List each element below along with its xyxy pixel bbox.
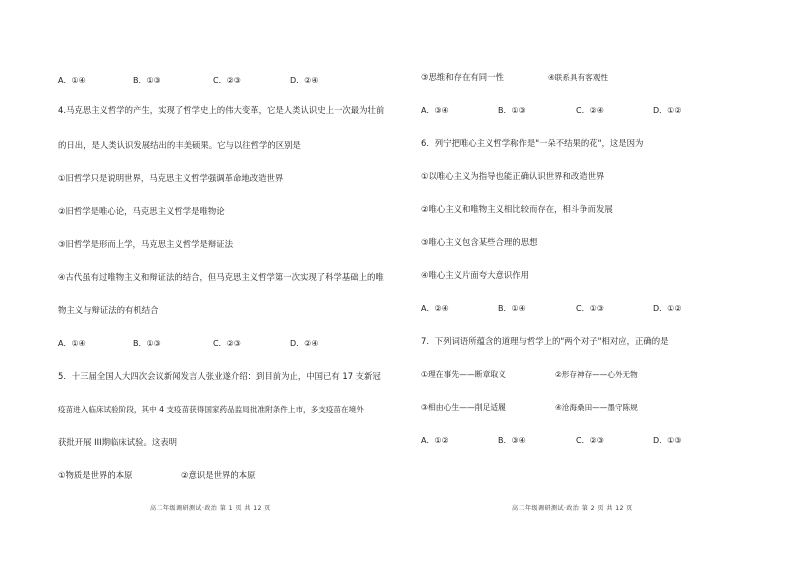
q5-option-b: B．①③	[498, 106, 526, 115]
q6-item-2: ②唯心主义和唯物主义相比较而存在，相斗争而发展	[421, 204, 613, 214]
q4-option-d: D．②④	[290, 339, 319, 348]
q5-option-c: C．②④	[576, 106, 604, 115]
q6-item-1: ①以唯心主义为指导也能正确认识世界和改造世界	[421, 171, 605, 181]
q7-option-d: D．①③	[653, 436, 682, 445]
q6-option-d: D．①②	[653, 304, 682, 313]
q7-item-3: ③相由心生——削足适履	[421, 403, 506, 412]
q6-option-c: C．①③	[576, 304, 604, 313]
q3-option-a: A．①④	[58, 76, 86, 85]
q5-item-3: ③思维和存在有同一性	[421, 72, 504, 82]
q5-stem-line-2: 疫苗进入临床试验阶段，其中 4 支疫苗获得国家药品监局批准附条件上市，多支疫苗在境外	[58, 405, 364, 414]
q6-item-4: ④唯心主义片面夸大意识作用	[421, 270, 530, 280]
q7-option-b: B．③④	[498, 436, 526, 445]
q4-item-4-cont: 物主义与辩证法的有机结合	[58, 305, 159, 315]
q3-option-b: B．①③	[133, 76, 161, 85]
q5-item-4: ④联系具有客观性	[548, 73, 608, 82]
q5-item-2: ②意识是世界的本原	[181, 470, 256, 480]
left-page-footer: 高二年级调研测试·政治 第 1 页 共 12 页	[150, 505, 271, 512]
q4-stem-line-2: 的日出，是人类认识发展结出的丰美硕果。它与以往哲学的区别是	[58, 140, 301, 150]
q4-option-b: B．①③	[133, 339, 161, 348]
q7-item-4: ④沧海桑田——墨守陈规	[555, 403, 638, 412]
q6-stem: 6．列宁把唯心主义哲学称作是"一朵不结果的花"，这是因为	[421, 138, 644, 148]
q5-item-1: ①物质是世界的本原	[58, 470, 133, 480]
q7-item-2: ②形存神存——心外无物	[555, 370, 638, 379]
q6-option-a: A．②④	[421, 304, 449, 313]
q5-stem-line-1: 5．十三届全国人大四次会议新闻发言人张业遂介绍：到目前为止，中国已有 17 支新冠	[58, 371, 381, 381]
q4-option-a: A．①④	[58, 339, 86, 348]
right-page-footer: 高二年级调研测试·政治 第 2 页 共 12 页	[512, 505, 633, 512]
q7-stem: 7．下列词语所蕴含的道理与哲学上的"两个对子"相对应，正确的是	[421, 336, 669, 346]
q4-stem-line-1: 4.马克思主义哲学的产生，实现了哲学史上的伟大变革，它是人类认识史上一次最为壮前	[58, 105, 385, 115]
q4-item-1: ①旧哲学只是说明世界，马克思主义哲学强调革命地改造世界	[58, 173, 284, 183]
q3-option-c: C．②③	[213, 76, 241, 85]
q4-item-2: ②旧哲学是唯心论，马克思主义哲学是唯物论	[58, 206, 225, 216]
q7-option-a: A．①②	[421, 436, 449, 445]
q7-item-1: ①理在事先——断章取义	[421, 370, 506, 379]
q5-stem-line-3: 获批开展 III期临床试验。这表明	[58, 437, 177, 447]
q4-item-4: ④古代虽有过唯物主义和辩证法的结合，但马克思主义哲学第一次实现了科学基础上的唯	[58, 272, 384, 282]
q5-option-d: D．①②	[653, 106, 682, 115]
q6-option-b: B．①④	[498, 304, 526, 313]
q5-option-a: A．③④	[421, 106, 449, 115]
q6-item-3: ③唯心主义包含某些合理的思想	[421, 237, 538, 247]
q4-item-3: ③旧哲学是形而上学，马克思主义哲学是辩证法	[58, 239, 234, 249]
q4-option-c: C．②③	[213, 339, 241, 348]
q7-option-c: C．②③	[576, 436, 604, 445]
q3-option-d: D．②④	[290, 76, 319, 85]
